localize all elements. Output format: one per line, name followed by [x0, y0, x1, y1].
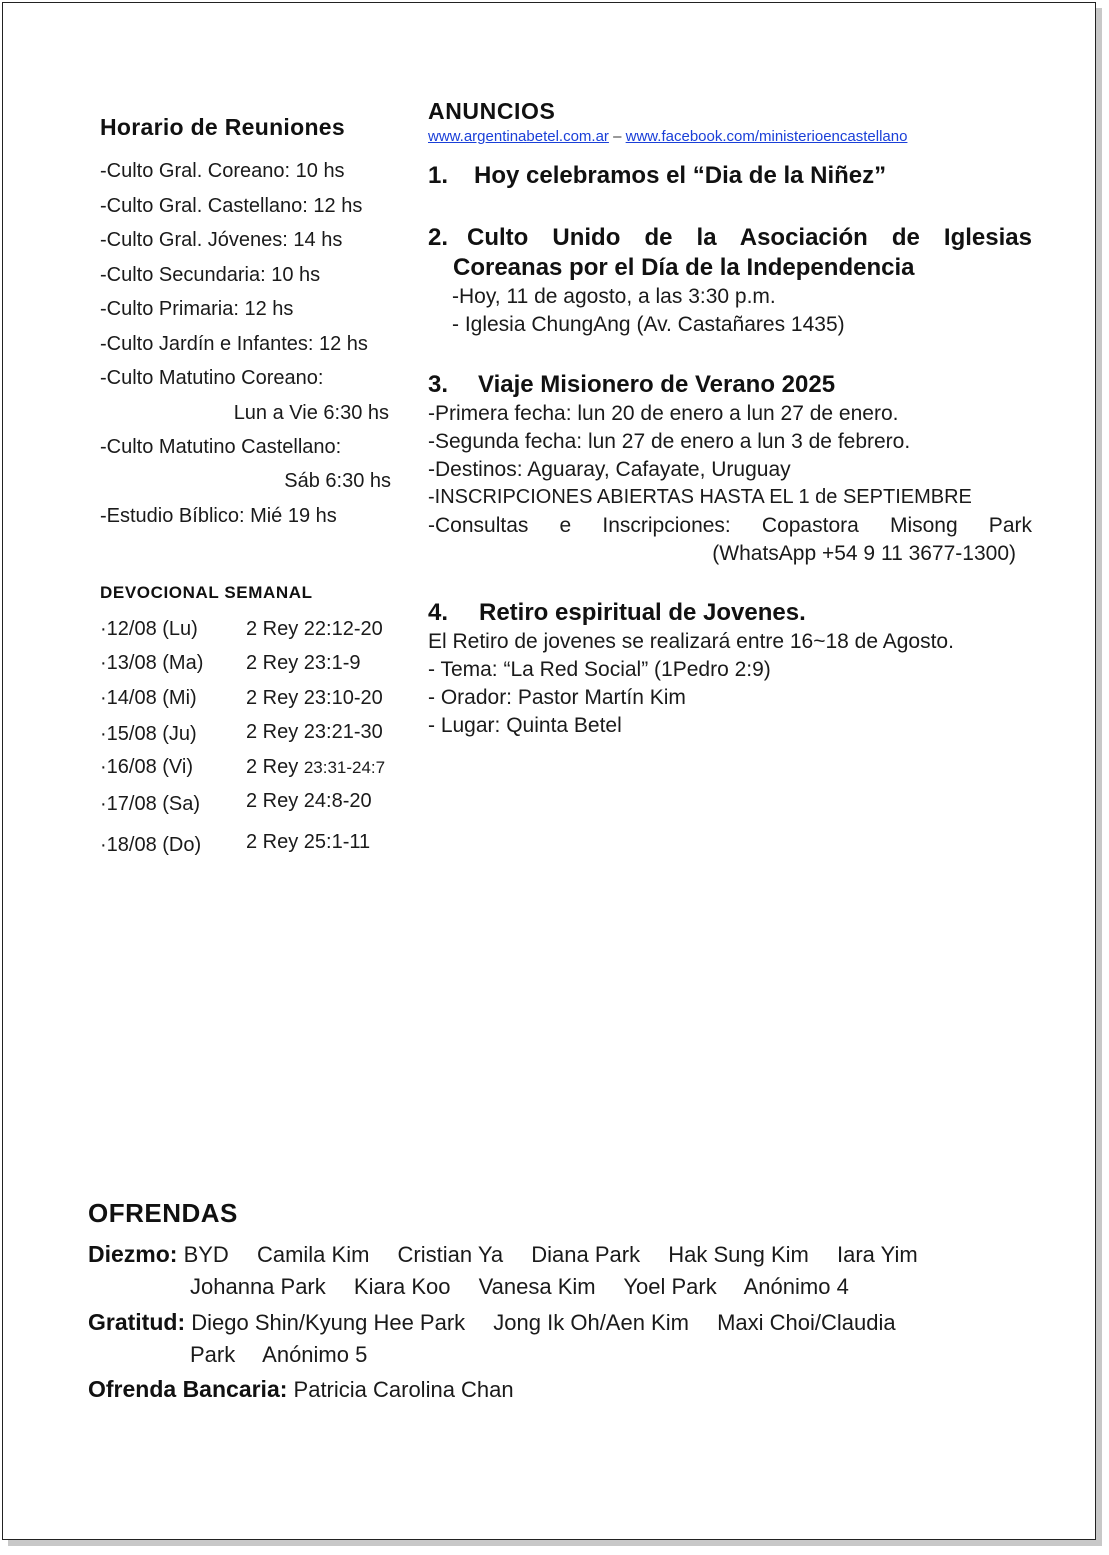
facebook-link[interactable]: www.facebook.com/ministerioencastellano	[625, 128, 908, 145]
announcement-detail: -Segunda fecha: lun 27 de enero a lun 3 de febrero.	[428, 430, 911, 453]
devotional-reference: 2 Rey 23:21-30	[246, 721, 383, 743]
schedule-item: -Culto Matutino Castellano:	[100, 436, 342, 458]
announcement-title: Retiro espiritual de Jovenes.	[479, 599, 806, 626]
announcement-number: 3.	[428, 371, 449, 398]
donor-name: Jong Ik Oh/Aen Kim	[493, 1310, 689, 1335]
website-link[interactable]: www.argentinabetel.com.ar	[428, 128, 609, 145]
announcement-detail: - Iglesia ChungAng (Av. Castañares 1435)	[452, 313, 845, 336]
tithe-line-2	[190, 1274, 849, 1300]
donor-name: Anónimo 5	[262, 1342, 368, 1367]
devotional-reference: 2 Rey 23:10-20	[246, 687, 383, 709]
announcement-title: Culto Unido de la Asociación de Iglesias	[467, 224, 1032, 251]
schedule-item: -Culto Secundaria: 10 hs	[100, 264, 321, 286]
announcement-title: Hoy celebramos el “Dia de la Niñez”	[474, 162, 887, 189]
announcement-detail: -Consultas e Inscripciones: Copastora Misong Park	[428, 514, 1032, 537]
devotional-reference-verses: 23:31-24:7	[303, 758, 386, 777]
announcement-detail: (WhatsApp +54 9 11 3677-1300)	[712, 542, 1016, 565]
devotional-date: ·16/08 (Vi)	[100, 756, 194, 778]
announcement-number: 2.	[428, 224, 449, 251]
website-links	[428, 128, 907, 145]
donor-name: Cristian Ya	[397, 1242, 504, 1267]
schedule-item: -Culto Matutino Coreano:	[100, 367, 324, 389]
schedule-item: -Culto Jardín e Infantes: 12 hs	[100, 333, 368, 355]
tithe-label: Diezmo:	[88, 1241, 178, 1267]
tithe-line	[88, 1241, 918, 1268]
donor-name: BYD	[183, 1242, 229, 1267]
schedule-item-time: Sáb 6:30 hs	[284, 470, 391, 492]
donor-name: Diana Park	[531, 1242, 641, 1267]
bank-offering-line	[88, 1376, 514, 1403]
devotional-reference-book: 2 Rey	[246, 756, 304, 778]
schedule-item: -Culto Gral. Castellano: 12 hs	[100, 195, 363, 217]
schedule-item: -Estudio Bíblico: Mié 19 hs	[100, 505, 337, 527]
donor-name: Johanna Park	[190, 1274, 326, 1299]
devotional-date: ·15/08 (Ju)	[100, 723, 197, 745]
donor-name: Kiara Koo	[353, 1274, 451, 1299]
devotional-reference: 2 Rey 25:1-11	[246, 831, 371, 853]
announcement-detail: El Retiro de jovenes se realizará entre 16~18 de Agosto.	[428, 630, 954, 653]
announcement-title: Viaje Misionero de Verano 2025	[478, 371, 836, 398]
gratitude-line-2	[190, 1342, 367, 1368]
schedule-item: -Culto Primaria: 12 hs	[100, 298, 294, 320]
devotional-date: ·14/08 (Mi)	[100, 687, 197, 709]
devotional-reference: 2 Rey 23:1-9	[246, 652, 361, 674]
bank-offering-label: Ofrenda Bancaria:	[88, 1376, 288, 1402]
announcement-number: 4.	[428, 599, 449, 626]
donor-name: Yoel Park	[623, 1274, 717, 1299]
devotional-date: ·13/08 (Ma)	[100, 652, 204, 674]
donor-name: Anónimo 4	[743, 1274, 849, 1299]
devotional-date: ·17/08 (Sa)	[100, 793, 201, 815]
schedule-item: -Culto Gral. Jóvenes: 14 hs	[100, 229, 343, 251]
gratitude-label: Gratitud:	[88, 1309, 186, 1335]
devotional-date: ·12/08 (Lu)	[100, 618, 198, 640]
link-separator: –	[608, 128, 626, 145]
schedule-item: -Culto Gral. Coreano: 10 hs	[100, 160, 345, 182]
donor-name: Hak Sung Kim	[668, 1242, 809, 1267]
announcement-title-line2: Coreanas por el Día de la Independencia	[453, 254, 915, 281]
donor-name: Diego Shin/Kyung Hee Park	[191, 1310, 466, 1335]
offerings-title: OFRENDAS	[88, 1198, 238, 1228]
devotional-date: ·18/08 (Do)	[100, 834, 202, 856]
announcements-title: ANUNCIOS	[428, 98, 556, 124]
gratitude-line	[88, 1309, 896, 1336]
announcement-detail: - Tema: “La Red Social” (1Pedro 2:9)	[428, 658, 771, 681]
announcement-detail: -Primera fecha: lun 20 de enero a lun 27 de enero.	[428, 402, 899, 425]
announcement-detail: - Lugar: Quinta Betel	[428, 714, 622, 737]
donor-name: Camila Kim	[256, 1242, 370, 1267]
announcement-detail: -Destinos: Aguaray, Cafayate, Uruguay	[428, 458, 791, 481]
donor-name: Iara Yim	[836, 1242, 918, 1267]
devotional-title: DEVOCIONAL SEMANAL	[100, 583, 313, 602]
schedule-item-time: Lun a Vie 6:30 hs	[233, 402, 389, 424]
announcement-detail: -INSCRIPCIONES ABIERTAS HASTA EL 1 de SEPTIEMBRE	[428, 486, 972, 508]
devotional-reference	[246, 756, 385, 779]
devotional-reference: 2 Rey 24:8-20	[246, 790, 372, 812]
devotional-reference: 2 Rey 22:12-20	[246, 618, 383, 640]
announcement-detail: - Orador: Pastor Martín Kim	[428, 686, 686, 709]
donor-name: Vanesa Kim	[478, 1274, 596, 1299]
donor-name: Patricia Carolina Chan	[293, 1377, 514, 1402]
schedule-title: Horario de Reuniones	[100, 114, 345, 140]
announcement-detail: -Hoy, 11 de agosto, a las 3:30 p.m.	[452, 285, 776, 308]
donor-name: Park	[190, 1342, 236, 1367]
donor-name: Maxi Choi/Claudia	[717, 1310, 896, 1335]
announcement-number: 1.	[428, 162, 449, 189]
